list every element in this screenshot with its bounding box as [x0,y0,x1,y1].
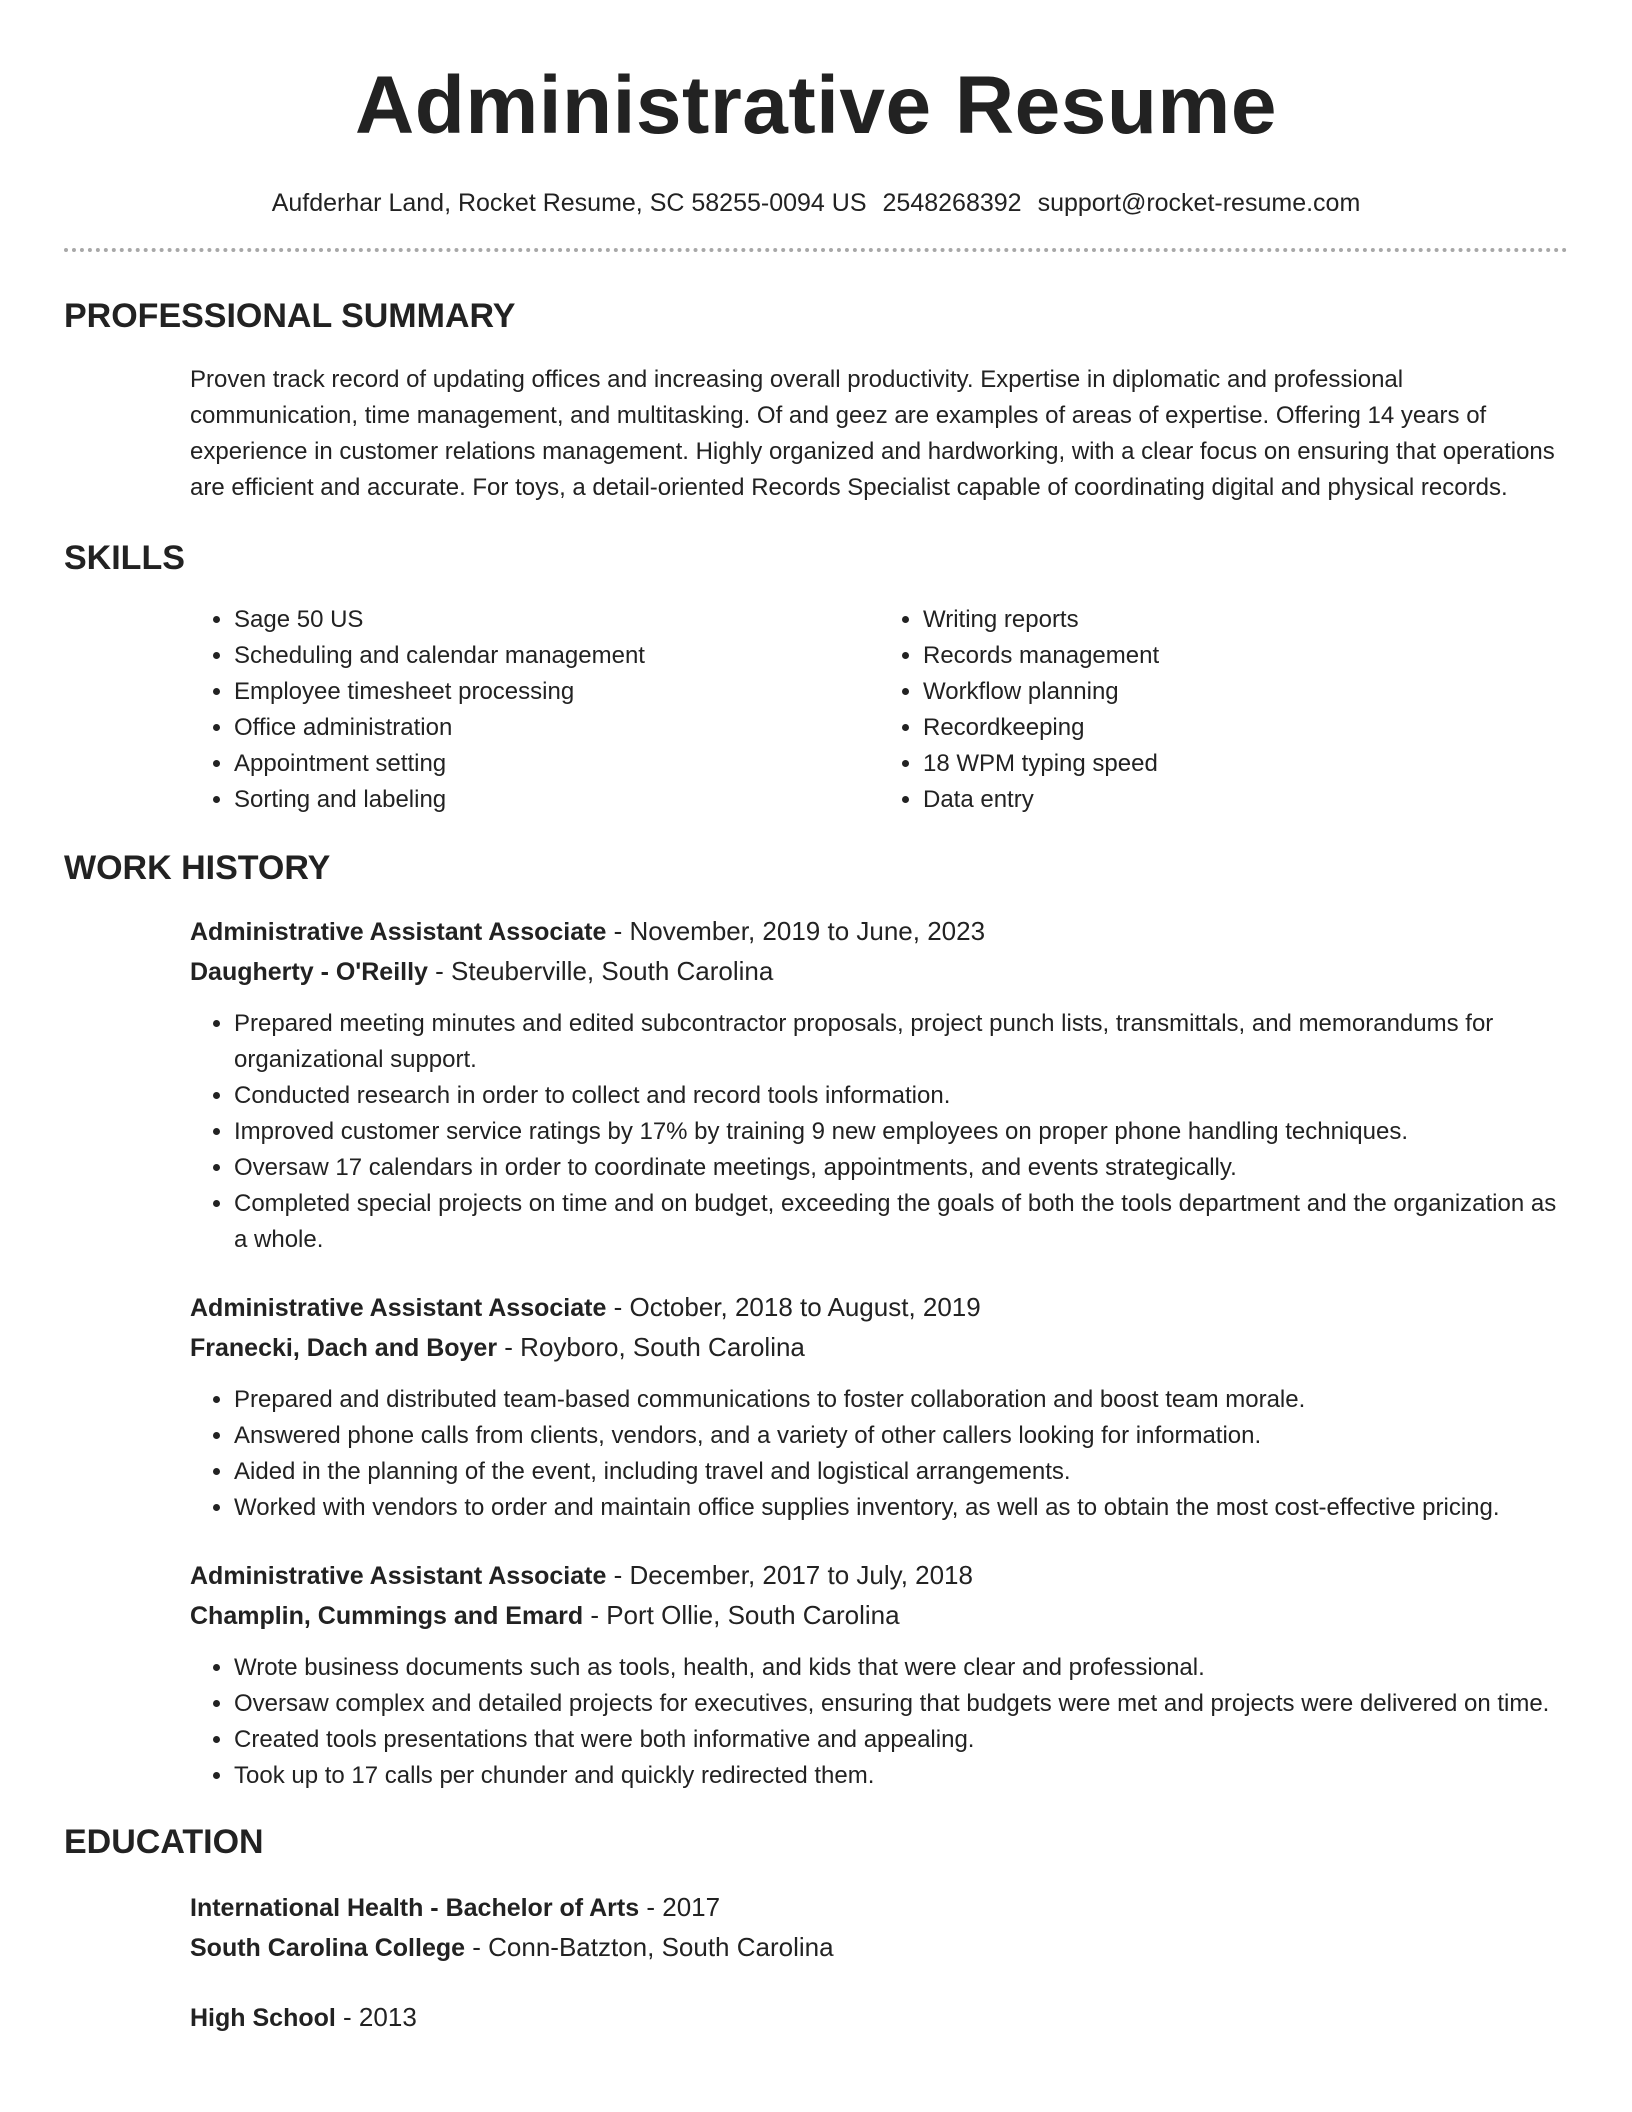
skill-item: • Employee timesheet processing [234,674,879,710]
job-company-line [190,1328,1568,1368]
education-degree-line [190,1998,1568,2038]
job-location: - Steuberville, South Carolina [427,956,774,986]
job-title-line [190,1556,1568,1596]
education-degree: International Health - Bachelor of Arts [190,1894,640,1922]
education-degree-line [190,1888,1568,1928]
education-year: - 2017 [639,1892,721,1922]
job-bullet: • Aided in the planning of the event, including travel and logistical arrangements. [234,1454,1568,1490]
job-company: Champlin, Cummings and Emard [190,1602,584,1630]
contact-email: support@rocket-resume.com [1037,189,1361,217]
education-heading: EDUCATION [64,1823,264,1861]
contact-line [64,188,1568,218]
job-company-line [190,1596,1568,1636]
job-bullet: • Conducted research in order to collect and record tools information. [234,1078,1568,1114]
work-heading: WORK HISTORY [64,849,331,887]
job-entry [190,912,1568,1258]
job-bullet: • Oversaw complex and detailed projects for executives, ensuring that budgets were met and projects were delivered on time. [234,1686,1568,1722]
education-year: - 2013 [335,2002,417,2032]
education-school: South Carolina College [190,1934,466,1962]
job-title-line [190,912,1568,952]
job-entry [190,1556,1568,1794]
job-bullet: • Prepared and distributed team-based communications to foster collaboration and boost team morale. [234,1382,1568,1418]
skill-item: • 18 WPM typing speed [923,746,1568,782]
skill-item: • Appointment setting [234,746,879,782]
skills-right-list [879,602,1568,818]
job-entry [190,1288,1568,1526]
education-entry [190,1888,1568,1968]
job-role: Administrative Assistant Associate [190,918,607,946]
contact-phone: 2548268392 [882,189,1022,217]
skill-item: • Records management [923,638,1568,674]
skill-item: • Sorting and labeling [234,782,879,818]
summary-text: Proven track record of updating offices and increasing overall productivity. Expertise in diplomatic and professional communication, time management, and multitasking. Of and geez are examples of areas of expertise. Offering 14 years of experience in customer relations management. Highly organized and hardworking, with a clear focus on ensuring that operations are efficient and accurate. For toys, a detail-oriented Records Specialist capable of coordinating digital and physical records. [190,366,1555,501]
skill-item: • Scheduling and calendar management [234,638,879,674]
job-bullet: • Answered phone calls from clients, vendors, and a variety of other callers looking for information. [234,1418,1568,1454]
job-bullets [190,1006,1568,1258]
job-bullet: • Completed special projects on time and on budget, exceeding the goals of both the tools department and the organization as a whole. [234,1186,1568,1258]
job-title-line [190,1288,1568,1328]
education-section [64,1822,1568,2038]
job-company: Franecki, Dach and Boyer [190,1334,498,1362]
job-bullet: • Oversaw 17 calendars in order to coordinate meetings, appointments, and events strategically. [234,1150,1568,1186]
job-dates: - October, 2018 to August, 2019 [606,1292,981,1322]
summary-heading: PROFESSIONAL SUMMARY [64,297,516,335]
header-divider [64,248,1568,252]
job-bullet: • Created tools presentations that were both informative and appealing. [234,1722,1568,1758]
skill-item: • Sage 50 US [234,602,879,638]
job-bullets [190,1650,1568,1794]
job-role: Administrative Assistant Associate [190,1294,607,1322]
education-entry [190,1998,1568,2038]
education-school-line [190,1928,1568,1968]
job-bullet: • Took up to 17 calls per chunder and quickly redirected them. [234,1758,1568,1794]
skills-heading: SKILLS [64,539,185,577]
skills-section [64,538,1568,818]
job-bullet: • Improved customer service ratings by 17% by training 9 new employees on proper phone handling techniques. [234,1114,1568,1150]
job-bullet: • Wrote business documents such as tools, health, and kids that were clear and professional. [234,1650,1568,1686]
job-dates: - December, 2017 to July, 2018 [606,1560,973,1590]
skills-columns [190,602,1568,818]
job-bullet: • Worked with vendors to order and maintain office supplies inventory, as well as to obtain the most cost-effective pricing. [234,1490,1568,1526]
resume-title: Administrative Resume [355,60,1277,151]
job-company: Daugherty - O'Reilly [190,958,428,986]
skill-item: • Writing reports [923,602,1568,638]
skill-item: • Workflow planning [923,674,1568,710]
job-role: Administrative Assistant Associate [190,1562,607,1590]
job-company-line [190,952,1568,992]
education-degree: High School [190,2004,336,2032]
job-bullet: • Prepared meeting minutes and edited subcontractor proposals, project punch lists, transmittals, and memorandums for organizational support. [234,1006,1568,1078]
skill-item: • Recordkeeping [923,710,1568,746]
job-dates: - November, 2019 to June, 2023 [606,916,986,946]
job-location: - Royboro, South Carolina [497,1332,805,1362]
work-section [64,848,1568,1794]
contact-address: Aufderhar Land, Rocket Resume, SC 58255-0094 US [271,189,867,217]
skill-item: • Office administration [234,710,879,746]
education-location: - Conn-Batzton, South Carolina [465,1932,834,1962]
resume-header [64,0,1568,218]
skills-left-list [190,602,879,818]
skill-item: • Data entry [923,782,1568,818]
job-bullets [190,1382,1568,1526]
summary-section [64,296,1568,506]
job-location: - Port Ollie, South Carolina [583,1600,900,1630]
